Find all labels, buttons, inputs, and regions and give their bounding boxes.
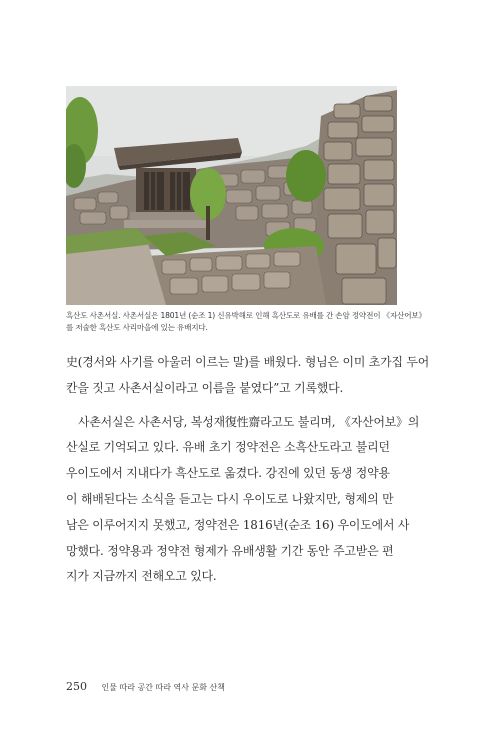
figure-caption [66, 310, 426, 334]
page-footer [66, 680, 225, 693]
body-line: 史(경서와 사기를 아울러 이르는 말)를 배웠다. 형님은 이미 초가집 두어 [66, 355, 430, 369]
stone-wall-photo [66, 86, 397, 305]
caption-line: 흑산도 사촌서실. 사촌서실은 1801년 (순조 1) 신유박해로 인해 흑산도로 유배를 간 손암 정약전이 《자산어보》 [66, 311, 426, 320]
caption-line: 를 저술한 흑산도 사리마을에 있는 유배지다. [66, 323, 208, 332]
body-line: 산실로 기억되고 있다. 유배 초기 정약전은 소흑산도라고 불리던 [66, 440, 390, 455]
book-title: 인물 따라 공간 따라 역사 문화 산책 [101, 683, 225, 692]
body-line: 칸을 짓고 사촌서실이라고 이름을 붙였다”고 기록했다. [66, 380, 344, 395]
body-line: 이 해배된다는 소식을 듣고는 다시 우이도로 나왔지만, 형제의 만 [66, 491, 394, 506]
body-text [66, 350, 430, 590]
body-line: 남은 이루어지지 못했고, 정약전은 1816년(순조 16) 우이도에서 사 [66, 517, 410, 532]
figure-photo [66, 86, 397, 305]
page-number: 250 [66, 680, 87, 693]
body-line: 지가 지금까지 전해오고 있다. [66, 569, 217, 584]
body-line: 우이도에서 지내다가 흑산도로 옮겼다. 강진에 있던 동생 정약용 [66, 466, 390, 481]
paragraph-start-line: 사촌서실은 사촌서당, 복성재復性齋라고도 불리며, 《자산어보》의 [78, 414, 420, 429]
body-line: 망했다. 정약용과 정약전 형제가 유배생활 기간 동안 주고받은 편 [66, 543, 394, 558]
